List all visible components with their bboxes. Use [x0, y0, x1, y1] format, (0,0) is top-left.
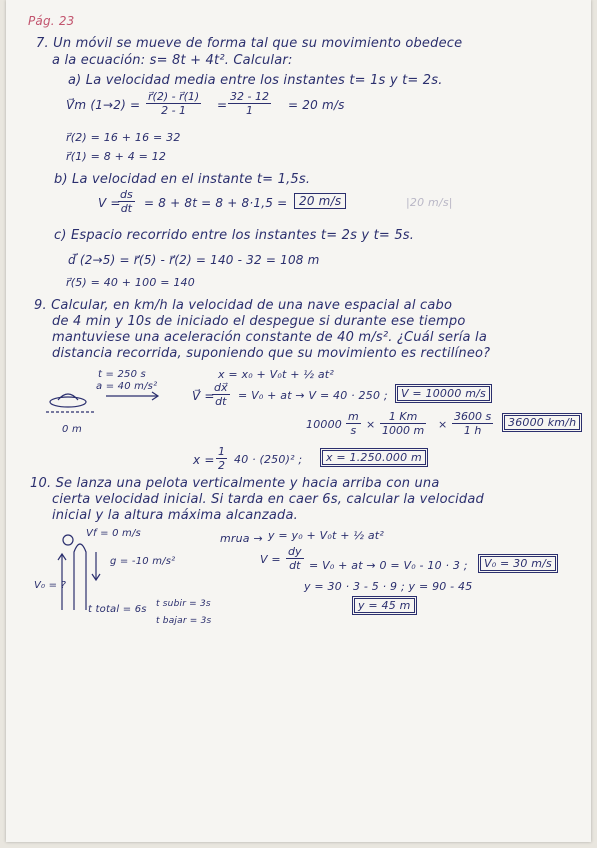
problem-9-statement-line-3: mantuviese una aceleración constante de 40 m/s². ¿Cuál sería la: [52, 330, 488, 345]
problem-7a-fraction-1: [146, 90, 201, 117]
fraction-numerator: r⃗(2) - r⃗(1): [148, 90, 200, 103]
fraction-numerator: dx⃗: [214, 381, 228, 394]
mrua-label: mrua →: [220, 532, 263, 545]
trajectory-path: [74, 544, 86, 610]
velocity-answer: V = 10000 m/s: [395, 384, 492, 403]
conversion-start: 10000: [306, 418, 342, 431]
fraction-numerator: 1 Km: [380, 410, 426, 424]
fraction-denominator: 1: [245, 104, 253, 117]
problem-7b-title: b) La velocidad en el instante t= 1,5s.: [54, 172, 311, 187]
distance-answer: x = 1.250.000 m: [320, 448, 428, 467]
initial-velocity-answer: V₀ = 30 m/s: [478, 554, 558, 573]
distance-lhs: x =: [193, 453, 215, 467]
problem-7a-vm-lhs: V⃗m (1→2) =: [66, 98, 141, 112]
problem-7-statement-line-2: a la ecuación: s= 8t + 4t². Calcular:: [52, 53, 293, 68]
problem-9-acceleration-value: a = 40 m/s²: [96, 381, 158, 392]
velocity-derivative-fraction: [212, 381, 230, 408]
fraction-numerator: 1: [218, 445, 225, 458]
height-answer: y = 45 m: [352, 596, 417, 615]
problem-9-statement-line-4: distancia recorrida, suponiendo que su movimiento es rectilíneo?: [52, 346, 491, 361]
conversion-fraction-1: [346, 410, 361, 437]
problem-7c-r5: r⃗(5) = 40 + 100 = 140: [66, 276, 195, 289]
origin-label: 0 m: [62, 424, 82, 435]
problem-7a-result: = 20 m/s: [288, 98, 345, 112]
problem-10-statement-line-2: cierta velocidad inicial. Si tarda en caer 6s, calcular la velocidad: [52, 492, 484, 507]
fraction-denominator: dt: [120, 202, 132, 215]
distance-expression: 40 · (250)² ;: [234, 453, 303, 466]
problem-9-time-value: t = 250 s: [98, 369, 146, 380]
problem-7a-title: a) La velocidad media entre los instantes t= 1s y t= 2s.: [68, 73, 443, 88]
conversion-answer: 36000 km/h: [502, 413, 582, 432]
problem-9-statement-line-2: de 4 min y 10s de iniciado el despegue si durante ese tiempo: [52, 314, 466, 329]
velocity-lhs: V⃗ =: [192, 389, 215, 403]
problem-10-statement-line-3: inicial y la altura máxima alcanzada.: [52, 508, 298, 523]
total-time-label: t total = 6s: [88, 604, 147, 615]
rise-time-label: t subir = 3s: [156, 599, 211, 609]
ball: [63, 535, 73, 545]
height-calculation: y = 30 · 3 - 5 · 9 ; y = 90 - 45: [304, 580, 473, 593]
final-velocity-label: Vf = 0 m/s: [86, 528, 141, 539]
page-number: Pág. 23: [28, 14, 75, 28]
fraction-numerator: m: [348, 410, 359, 423]
problem-7c-equation: d⃗ (2→5) = r⃗(5) - r⃗(2) = 140 - 32 = 108 m: [68, 253, 320, 267]
problem-9-statement-line-1: 9. Calcular, en km/h la velocidad de una nave espacial al cabo: [34, 298, 453, 313]
problem-7a-r2: r⃗(2) = 16 + 16 = 32: [66, 131, 181, 144]
fraction-numerator: 32 - 12: [230, 90, 269, 103]
mrua-formula: y = y₀ + V₀t + ½ at²: [268, 529, 384, 542]
problem-7-statement-line-1: 7. Un móvil se mueve de forma tal que su movimiento obedece: [36, 36, 463, 51]
problem-7c-title: c) Espacio recorrido entre los instantes t= 2s y t= 5s.: [54, 228, 415, 243]
fraction-denominator: 2: [218, 459, 225, 472]
fraction-numerator: dy: [288, 545, 302, 558]
fraction-numerator: ds: [120, 188, 133, 201]
gravity-label: g = -10 m/s²: [110, 556, 176, 567]
velocity-derivative-fraction: [286, 545, 304, 572]
times-sign: ×: [366, 418, 376, 431]
equals-sign: =: [217, 98, 228, 112]
fraction-denominator: 1000 m: [382, 424, 425, 437]
initial-velocity-label: V₀ = ?: [34, 580, 67, 591]
problem-7b-answer: 20 m/s: [294, 193, 346, 209]
spaceship-drawing: [46, 386, 176, 420]
velocity-lhs: V =: [260, 553, 281, 566]
velocity-expression: = V₀ + at → 0 = V₀ - 10 · 3 ;: [309, 559, 468, 572]
fall-time-label: t bajar = 3s: [156, 616, 212, 626]
problem-7b-fraction: [118, 188, 135, 215]
conversion-fraction-2: [380, 410, 426, 437]
problem-7b-lhs: V =: [98, 196, 121, 210]
position-formula: x = x₀ + V₀t + ½ at²: [218, 368, 334, 381]
ball-throw-drawing: [56, 532, 102, 614]
problem-7b-ghost-answer: |20 m/s|: [406, 196, 453, 209]
velocity-expression: = V₀ + at → V = 40 · 250 ;: [238, 389, 388, 402]
problem-10-statement-line-1: 10. Se lanza una pelota verticalmente y hacia arriba con una: [30, 476, 440, 491]
ufo-body: [50, 397, 86, 407]
problem-7a-r1: r⃗(1) = 8 + 4 = 12: [66, 150, 167, 163]
fraction-denominator: dt: [289, 559, 301, 572]
fraction-denominator: 2 - 1: [161, 104, 187, 117]
half-fraction: [216, 445, 227, 472]
conversion-fraction-3: [452, 410, 493, 437]
problem-7a-fraction-2: [228, 90, 271, 117]
fraction-denominator: 1 h: [463, 424, 482, 437]
times-sign: ×: [438, 418, 448, 431]
notebook-page: [6, 0, 591, 842]
problem-7b-expression: = 8 + 8t = 8 + 8·1,5 =: [144, 196, 288, 210]
fraction-denominator: s: [350, 424, 357, 437]
fraction-denominator: dt: [215, 395, 227, 408]
fraction-numerator: 3600 s: [454, 410, 492, 423]
